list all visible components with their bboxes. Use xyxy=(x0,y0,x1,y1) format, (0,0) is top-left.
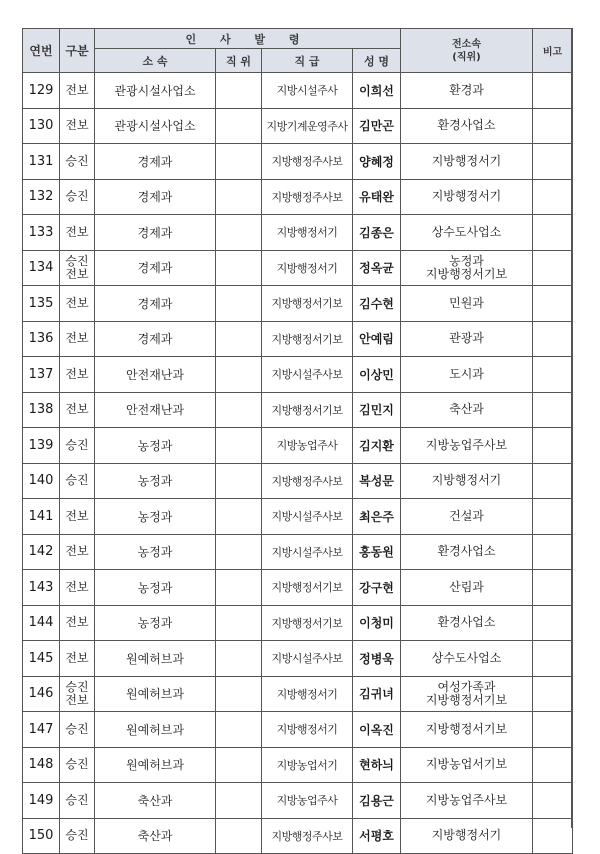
prev-dept-cell: 지방농업주사보 xyxy=(401,428,533,464)
grade-cell: 지방시설주사보 xyxy=(262,357,353,393)
dept-cell: 농정과 xyxy=(95,428,216,464)
position-cell xyxy=(216,783,262,819)
name-cell: 김만곤 xyxy=(353,108,401,144)
dept-cell: 원예허브과 xyxy=(95,712,216,748)
header-position: 직 위 xyxy=(216,49,262,73)
personnel-table xyxy=(22,28,573,854)
prev-dept-cell: 상수도사업소 xyxy=(401,641,533,677)
note-cell xyxy=(533,179,573,215)
dept-cell: 관광시설사업소 xyxy=(95,108,216,144)
table-row xyxy=(23,783,573,819)
header-name: 성 명 xyxy=(353,49,401,73)
table-row xyxy=(23,428,573,464)
seq-cell: 133 xyxy=(23,215,60,251)
table-row xyxy=(23,676,573,712)
note-cell xyxy=(533,286,573,322)
type-cell: 전보 xyxy=(60,286,95,322)
grade-cell: 지방행정서기보 xyxy=(262,392,353,428)
note-cell xyxy=(533,357,573,393)
table-row xyxy=(23,215,573,251)
seq-cell: 147 xyxy=(23,712,60,748)
table-row xyxy=(23,570,573,606)
dept-cell: 경제과 xyxy=(95,215,216,251)
name-cell: 서평호 xyxy=(353,818,401,854)
prev-dept-cell: 환경사업소 xyxy=(401,108,533,144)
prev-dept-cell-line: 여성가족과 xyxy=(437,679,496,694)
dept-cell: 축산과 xyxy=(95,818,216,854)
grade-cell: 지방농업주사 xyxy=(262,783,353,819)
name-cell: 양혜정 xyxy=(353,144,401,180)
type-cell: 전보 xyxy=(60,215,95,251)
table-row xyxy=(23,250,573,286)
table-row xyxy=(23,534,573,570)
dept-cell: 안전재난과 xyxy=(95,357,216,393)
prev-dept-cell: 도시과 xyxy=(401,357,533,393)
grade-cell: 지방행정주사보 xyxy=(262,179,353,215)
grade-cell: 지방농업서기 xyxy=(262,747,353,783)
type-cell: 전보 xyxy=(60,570,95,606)
position-cell xyxy=(216,392,262,428)
position-cell xyxy=(216,428,262,464)
grade-cell: 지방행정주사보 xyxy=(262,463,353,499)
dept-cell: 경제과 xyxy=(95,144,216,180)
dept-cell: 축산과 xyxy=(95,783,216,819)
prev-dept-cell: 관광과 xyxy=(401,321,533,357)
seq-cell: 139 xyxy=(23,428,60,464)
seq-cell: 148 xyxy=(23,747,60,783)
prev-dept-cell: 지방행정서기 xyxy=(401,179,533,215)
name-cell: 김귀녀 xyxy=(353,676,401,712)
position-cell xyxy=(216,108,262,144)
position-cell xyxy=(216,641,262,677)
name-cell: 김수현 xyxy=(353,286,401,322)
dept-cell: 농정과 xyxy=(95,463,216,499)
header-appointment: 인 사 발 령 xyxy=(95,29,401,49)
position-cell xyxy=(216,605,262,641)
note-cell xyxy=(533,641,573,677)
position-cell xyxy=(216,215,262,251)
table-row xyxy=(23,499,573,535)
grade-cell: 지방시설주사 xyxy=(262,73,353,109)
type-cell: 전보 xyxy=(60,73,95,109)
type-cell: 전보 xyxy=(60,321,95,357)
dept-cell: 경제과 xyxy=(95,321,216,357)
table-header xyxy=(23,29,573,73)
type-cell: 승진 xyxy=(60,747,95,783)
seq-cell: 135 xyxy=(23,286,60,322)
seq-cell: 141 xyxy=(23,499,60,535)
type-cell: 승진 xyxy=(60,463,95,499)
name-cell: 이청미 xyxy=(353,605,401,641)
type-cell: 전보 xyxy=(60,357,95,393)
position-cell xyxy=(216,250,262,286)
dept-cell: 경제과 xyxy=(95,250,216,286)
note-cell xyxy=(533,250,573,286)
grade-cell: 지방행정서기보 xyxy=(262,286,353,322)
type-cell xyxy=(60,250,95,286)
position-cell xyxy=(216,818,262,854)
prev-dept-cell xyxy=(401,250,533,286)
table-row xyxy=(23,179,573,215)
note-cell xyxy=(533,499,573,535)
position-cell xyxy=(216,747,262,783)
position-cell xyxy=(216,144,262,180)
header-seq: 연번 xyxy=(23,29,60,73)
dept-cell: 원예허브과 xyxy=(95,641,216,677)
position-cell xyxy=(216,712,262,748)
seq-cell: 129 xyxy=(23,73,60,109)
header-dept: 소 속 xyxy=(95,49,216,73)
header-prev-sub: (직위) xyxy=(452,51,481,63)
table-row xyxy=(23,144,573,180)
type-cell: 전보 xyxy=(60,108,95,144)
type-cell: 승진 xyxy=(60,144,95,180)
grade-cell: 지방행정서기 xyxy=(262,215,353,251)
grade-cell: 지방행정주사보 xyxy=(262,818,353,854)
dept-cell: 안전재난과 xyxy=(95,392,216,428)
header-note: 비고 xyxy=(533,29,573,73)
seq-cell: 142 xyxy=(23,534,60,570)
grade-cell: 지방시설주사보 xyxy=(262,534,353,570)
prev-dept-cell: 건설과 xyxy=(401,499,533,535)
position-cell xyxy=(216,463,262,499)
note-cell xyxy=(533,428,573,464)
seq-cell: 138 xyxy=(23,392,60,428)
name-cell: 홍동원 xyxy=(353,534,401,570)
position-cell xyxy=(216,570,262,606)
note-cell xyxy=(533,215,573,251)
table-row xyxy=(23,641,573,677)
type-cell: 전보 xyxy=(60,534,95,570)
note-cell xyxy=(533,676,573,712)
table-row xyxy=(23,605,573,641)
header-grade: 직 급 xyxy=(262,49,353,73)
name-cell: 김용근 xyxy=(353,783,401,819)
note-cell xyxy=(533,605,573,641)
table-row xyxy=(23,747,573,783)
table-row xyxy=(23,463,573,499)
dept-cell: 농정과 xyxy=(95,534,216,570)
position-cell xyxy=(216,73,262,109)
type-cell: 승진 xyxy=(60,712,95,748)
grade-cell: 지방행정서기보 xyxy=(262,605,353,641)
table-row xyxy=(23,286,573,322)
prev-dept-cell: 지방농업서기보 xyxy=(401,747,533,783)
dept-cell: 경제과 xyxy=(95,286,216,322)
position-cell xyxy=(216,534,262,570)
note-cell xyxy=(533,534,573,570)
grade-cell: 지방행정주사보 xyxy=(262,144,353,180)
name-cell: 이옥진 xyxy=(353,712,401,748)
seq-cell: 136 xyxy=(23,321,60,357)
dept-cell: 관광시설사업소 xyxy=(95,73,216,109)
note-cell xyxy=(533,321,573,357)
header-type: 구분 xyxy=(60,29,95,73)
name-cell: 유태완 xyxy=(353,179,401,215)
grade-cell: 지방시설주사보 xyxy=(262,499,353,535)
name-cell: 김지환 xyxy=(353,428,401,464)
grade-cell: 지방행정서기 xyxy=(262,250,353,286)
note-cell xyxy=(533,73,573,109)
seq-cell: 145 xyxy=(23,641,60,677)
name-cell: 정병욱 xyxy=(353,641,401,677)
seq-cell: 146 xyxy=(23,676,60,712)
note-cell xyxy=(533,392,573,428)
name-cell: 김민지 xyxy=(353,392,401,428)
prev-dept-cell xyxy=(401,676,533,712)
seq-cell: 143 xyxy=(23,570,60,606)
seq-cell: 132 xyxy=(23,179,60,215)
prev-dept-cell: 지방행정서기 xyxy=(401,144,533,180)
type-cell-line: 전보 xyxy=(65,266,89,281)
prev-dept-cell: 환경과 xyxy=(401,73,533,109)
position-cell xyxy=(216,676,262,712)
grade-cell: 지방시설주사보 xyxy=(262,641,353,677)
type-cell: 전보 xyxy=(60,605,95,641)
note-cell xyxy=(533,144,573,180)
type-cell: 승진 xyxy=(60,179,95,215)
name-cell: 현하늬 xyxy=(353,747,401,783)
position-cell xyxy=(216,499,262,535)
grade-cell: 지방기계운영주사 xyxy=(262,108,353,144)
name-cell: 복성문 xyxy=(353,463,401,499)
prev-dept-cell: 민원과 xyxy=(401,286,533,322)
note-cell xyxy=(533,783,573,819)
note-cell xyxy=(533,463,573,499)
prev-dept-cell: 지방농업주사보 xyxy=(401,783,533,819)
table-row xyxy=(23,818,573,854)
table-row xyxy=(23,321,573,357)
dept-cell: 농정과 xyxy=(95,499,216,535)
dept-cell: 경제과 xyxy=(95,179,216,215)
prev-dept-cell: 산림과 xyxy=(401,570,533,606)
type-cell xyxy=(60,676,95,712)
right-border-line xyxy=(571,28,572,828)
type-cell-line: 전보 xyxy=(65,692,89,707)
prev-dept-cell: 상수도사업소 xyxy=(401,215,533,251)
prev-dept-cell: 지방행정서기보 xyxy=(401,712,533,748)
seq-cell: 130 xyxy=(23,108,60,144)
position-cell xyxy=(216,286,262,322)
type-cell: 승진 xyxy=(60,783,95,819)
table-row xyxy=(23,73,573,109)
grade-cell: 지방행정서기보 xyxy=(262,321,353,357)
table-row xyxy=(23,108,573,144)
type-cell-line: 승진 xyxy=(65,253,89,268)
header-prev-dept xyxy=(401,29,533,73)
name-cell: 강구현 xyxy=(353,570,401,606)
prev-dept-cell: 지방행정서기 xyxy=(401,818,533,854)
table-row xyxy=(23,712,573,748)
seq-cell: 144 xyxy=(23,605,60,641)
grade-cell: 지방행정서기 xyxy=(262,676,353,712)
type-cell: 승진 xyxy=(60,818,95,854)
type-cell: 전보 xyxy=(60,499,95,535)
position-cell xyxy=(216,179,262,215)
grade-cell: 지방행정서기보 xyxy=(262,570,353,606)
prev-dept-cell-line: 농정과 xyxy=(449,253,484,268)
note-cell xyxy=(533,570,573,606)
prev-dept-cell-line: 지방행정서기보 xyxy=(425,266,508,281)
position-cell xyxy=(216,357,262,393)
prev-dept-cell: 환경사업소 xyxy=(401,605,533,641)
table-row xyxy=(23,392,573,428)
prev-dept-cell-line: 지방행정서기보 xyxy=(425,692,508,707)
seq-cell: 131 xyxy=(23,144,60,180)
dept-cell: 농정과 xyxy=(95,605,216,641)
prev-dept-cell: 환경사업소 xyxy=(401,534,533,570)
name-cell: 김종은 xyxy=(353,215,401,251)
type-cell-line: 승진 xyxy=(65,679,89,694)
name-cell: 이상민 xyxy=(353,357,401,393)
name-cell: 이희선 xyxy=(353,73,401,109)
name-cell: 안예림 xyxy=(353,321,401,357)
type-cell: 전보 xyxy=(60,641,95,677)
type-cell: 승진 xyxy=(60,428,95,464)
name-cell: 정옥균 xyxy=(353,250,401,286)
name-cell: 최은주 xyxy=(353,499,401,535)
table-body xyxy=(23,73,573,854)
seq-cell: 149 xyxy=(23,783,60,819)
type-cell: 전보 xyxy=(60,392,95,428)
note-cell xyxy=(533,747,573,783)
table-row xyxy=(23,357,573,393)
grade-cell: 지방농업주사 xyxy=(262,428,353,464)
seq-cell: 134 xyxy=(23,250,60,286)
note-cell xyxy=(533,108,573,144)
prev-dept-cell: 지방행정서기 xyxy=(401,463,533,499)
note-cell xyxy=(533,818,573,854)
note-cell xyxy=(533,712,573,748)
position-cell xyxy=(216,321,262,357)
dept-cell: 원예허브과 xyxy=(95,747,216,783)
seq-cell: 150 xyxy=(23,818,60,854)
seq-cell: 140 xyxy=(23,463,60,499)
dept-cell: 농정과 xyxy=(95,570,216,606)
dept-cell: 원예허브과 xyxy=(95,676,216,712)
grade-cell: 지방행정서기 xyxy=(262,712,353,748)
seq-cell: 137 xyxy=(23,357,60,393)
header-prev-label: 전소속 xyxy=(452,38,481,50)
prev-dept-cell: 축산과 xyxy=(401,392,533,428)
